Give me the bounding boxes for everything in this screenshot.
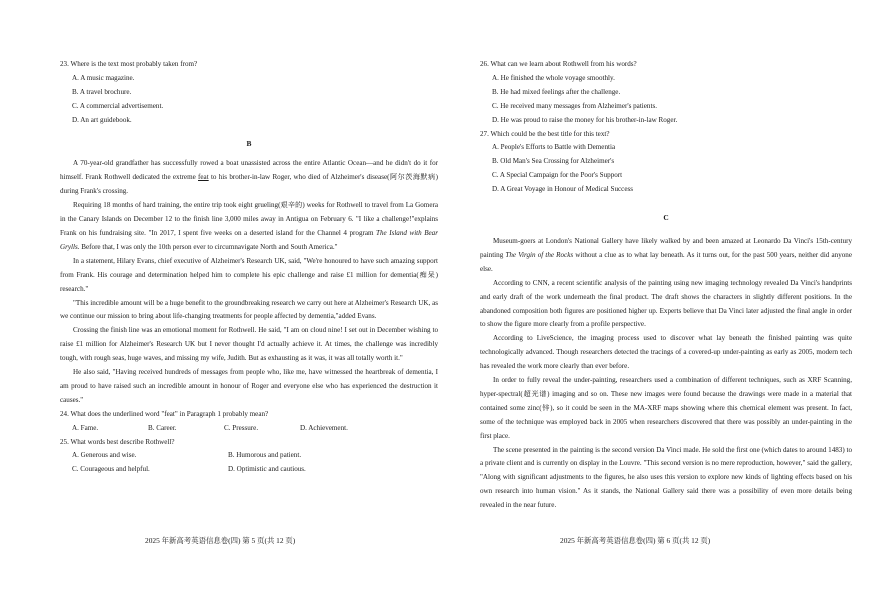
q26-option-d: D. He was proud to raise the money for his brother-in-law Roger. bbox=[492, 115, 678, 124]
q26-option-b: B. He had mixed feelings after the challenge. bbox=[492, 87, 621, 96]
passage-c-paragraph-1: Museum-goers at London's National Gallery have likely walked by and been amazed at Leonardo Da Vinci's 15th-century painting The Virgin of the Rocks without a clue as to what lay beneath. As it turns out, for the past 500 years, neither did anyone else. bbox=[480, 236, 852, 273]
q24-option-a: A. Fame. bbox=[72, 423, 99, 432]
passage-b-paragraph-2: Requiring 18 months of hard training, the entire trip took eight grueling(艰辛的) weeks for Rothwell to travel from La Gomera in the Canary Islands on December 12 to the finish line 3,000 miles away in Antigua on February 6. "I like a challenge!"explains Frank on his fundraising site. "In 2017, I spent five weeks on a deserted island for the Channel 4 program The Island with Bear Grylls. Before that, I was only the 10th person ever to circumnavigate North and South America." bbox=[60, 201, 438, 251]
q24-option-d: D. Achievement. bbox=[300, 423, 348, 432]
q23-option-b: B. A travel brochure. bbox=[72, 87, 132, 96]
question-25: 25. What words best describe Rothwell? bbox=[60, 437, 175, 446]
q27-option-c: C. A Special Campaign for the Poor's Support bbox=[492, 171, 623, 180]
question-24: 24. What does the underlined word "feat" in Paragraph 1 probably mean? bbox=[60, 409, 269, 418]
passage-c-paragraph-2: According to CNN, a recent scientific analysis of the painting using new imaging technology revealed Da Vinci's handprints and early draft of the work underneath the final product. The draft shows the characters in slightly different positions. In the abandoned composition both figures are positioned higher up. Experts believe that Da Vinci later adjusted the final angle in order to show the figure more clearly from a profile perspective. bbox=[480, 278, 852, 329]
q23-option-c: C. A commercial advertisement. bbox=[72, 101, 164, 110]
passage-b-paragraph-6: He also said, "Having received hundreds of messages from people who, like me, have witnessed the heartbreak of dementia, I am proud to have raised such an incredible amount in honour of Roger and everyone else who has experienced the destruction it causes." bbox=[60, 368, 438, 404]
question-26: 26. What can we learn about Rothwell from his words? bbox=[480, 60, 637, 68]
left-page bbox=[60, 58, 438, 477]
q25-option-b: B. Humorous and patient. bbox=[228, 451, 302, 460]
passage-b-paragraph-4: "This incredible amount will be a huge benefit to the groundbreaking research we carry out here at Alzheimer's Research UK, as we continue our mission to bring about life-changing treatments for people affected by dementia,"added Evans. bbox=[60, 298, 438, 321]
painting-title: The Virgin of the Rocks bbox=[505, 250, 574, 259]
section-b-heading: B bbox=[246, 138, 252, 148]
q25-option-d: D. Optimistic and cautious. bbox=[228, 465, 306, 474]
q25-option-a: A. Generous and wise. bbox=[72, 451, 137, 460]
question-23: 23. Where is the text most probably taken from? bbox=[60, 60, 198, 68]
q23-option-a: A. A music magazine. bbox=[72, 73, 135, 82]
passage-c-paragraph-3: According to LiveScience, the imaging process used to discover what lay beneath the finished painting was quite technologically advanced. Though researchers detected the tracings of a covered-up under-painting as early as 2005, modern tech has revealed the work more clearly than ever before. bbox=[480, 334, 852, 371]
question-27: 27. Which could be the best title for this text? bbox=[480, 129, 610, 138]
passage-c-paragraph-4: In order to fully reveal the under-painting, researchers used a combination of different techniques, such as XRF Scanning, hyper-spectral(超光谱) imaging and so on. These new images were found because the drawings were made in a material that contained some zinc(锌), so it could be seen in the MA-XRF maps showing where this chemical element was present. In fact, some of the technique was employed back in 2005 when researchers discovered that there was possibly an under-painting in the first place. bbox=[480, 376, 852, 440]
q27-option-b: B. Old Man's Sea Crossing for Alzheimer's bbox=[492, 157, 615, 166]
passage-b-paragraph-3: In a statement, Hilary Evans, chief executive of Alzheimer's Research UK, said, "We're honoured to have such amazing support from Frank. His courage and determination helped him to complete his epic challenge and raise £1 million for dementia(痴呆) research." bbox=[60, 256, 438, 293]
q25-options-row-2 bbox=[72, 463, 438, 477]
passage-c-paragraph-5: The scene presented in the painting is the second version Da Vinci made. He sold the first one (which dates to around 1483) to a private client and is currently on display in the Louvre. "This second version is no mere reproduction, however," said the gallery, "Along with significant adjustments to the figures, he also uses this version to explore new kinds of lighting effects based on his own research into human vision." As it stands, the National Gallery said there was a possibility of even more details being revealed in the near future. bbox=[480, 445, 852, 510]
q26-option-a: A. He finished the whole voyage smoothly. bbox=[492, 73, 615, 82]
q27-option-a: A. People's Efforts to Battle with Dementia bbox=[492, 143, 616, 152]
passage-b-paragraph-1: A 70-year-old grandfather has successfully rowed a boat unassisted across the entire Atlantic Ocean—and he didn't do it for himself. Frank Rothwell dedicated the extreme feat to his brother-in-law Roger, who died of Alzheimer's disease(阿尔茨海默病) during Frank's crossing. bbox=[60, 159, 439, 196]
q25-options-row-1 bbox=[72, 449, 438, 463]
page-footer-left: 2025 年新高考英语信息卷(四) 第 5 页(共 12 页) bbox=[145, 536, 296, 545]
passage-b-paragraph-5: Crossing the finish line was an emotional moment for Rothwell. He said, "I am on cloud nine! I set out in December wishing to raise £1 million for Alzheimer's Research UK but I never thought I'd actually achieve it. At times, the challenge was incredibly tough, with rough seas, huge waves, and missing my wife, Judith. But as exhausting as it was, it was all totally worth it." bbox=[60, 326, 438, 363]
q25-option-c: C. Courageous and helpful. bbox=[72, 465, 150, 474]
q26-option-c: C. He received many messages from Alzheimer's patients. bbox=[492, 101, 657, 110]
q27-option-d: D. A Great Voyage in Honour of Medical Success bbox=[492, 185, 633, 194]
program-title: The Island with Bear Grylls bbox=[60, 228, 438, 251]
page-footer-right: 2025 年新高考英语信息卷(四) 第 6 页(共 12 页) bbox=[560, 536, 711, 545]
q24-option-c: C. Pressure. bbox=[224, 423, 259, 432]
q23-option-d: D. An art guidebook. bbox=[72, 115, 132, 124]
section-c-heading: C bbox=[663, 213, 669, 223]
q24-option-b: B. Career. bbox=[148, 423, 177, 432]
q24-options bbox=[72, 422, 438, 436]
underlined-word-feat: feat bbox=[198, 173, 209, 182]
right-page bbox=[480, 58, 852, 513]
